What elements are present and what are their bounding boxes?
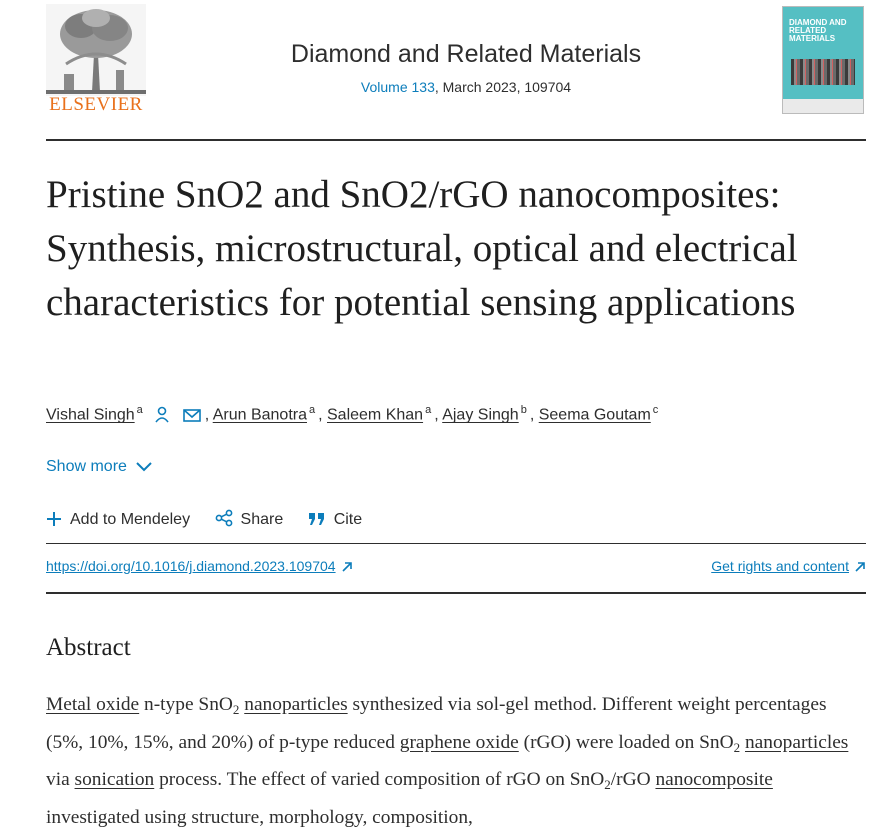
person-icon[interactable] [153,405,171,423]
doi-link[interactable] [46,558,353,574]
cover-image [791,59,855,85]
add-to-mendeley-label: Add to Mendeley [70,511,191,528]
journal-title[interactable]: Diamond and Related Materials [290,40,642,68]
share-button[interactable] [215,509,284,529]
author-link[interactable]: Seema Goutam [538,406,651,424]
external-link-icon [341,561,353,573]
topic-link[interactable]: graphene oxide [399,731,519,753]
email-icon[interactable] [182,407,202,423]
topic-link[interactable]: nanocomposite [655,769,773,790]
show-more-label: Show more [46,458,127,475]
abstract-run: synthesized via sol-gel method. Different weight percentages (5%, 10%, 15%, and 20%) of p-type reduced [46,694,827,753]
author-affiliation: c [652,404,659,416]
abstract-run: investigated using structure, morphology, composition, [46,806,473,828]
subscript: 2 [733,739,741,755]
volume-link[interactable]: Volume 133 [360,79,435,95]
author-list: Vishal Singh $^a$ , Arun Banotra $^a$ , Saleem Khan $^a$ , Ajay Singh $^b$ , Seema Goutam $^c$ [46,404,659,424]
journal-info [196,40,736,95]
author-affiliation: a [136,404,143,416]
abstract-run: n-type SnO [139,694,233,715]
cover-footer [783,99,863,113]
rights-text: Get rights and content [711,558,849,574]
author-link[interactable]: Arun Banotra [212,406,307,424]
abstract-run: via [46,769,75,790]
divider [46,592,866,594]
quote-icon [308,511,326,527]
add-to-mendeley-button[interactable] [46,511,190,529]
subscript: 2 [232,702,240,717]
author-link[interactable]: Vishal Singh [46,406,135,424]
cover-title: DIAMOND AND RELATED MATERIALS [789,18,847,43]
subscript: 2 [604,777,611,792]
external-link-icon [854,561,866,573]
topic-link[interactable]: nanoparticles [244,694,348,715]
divider [46,139,866,141]
journal-meta [196,79,736,95]
article-actions [46,509,382,529]
chevron-down-icon [135,461,153,473]
abstract-run: /rGO [610,769,656,790]
author-affiliation: a [308,404,316,416]
rights-link[interactable] [711,558,866,574]
author-affiliation: b [520,404,527,416]
author-link[interactable]: Saleem Khan [327,406,424,424]
article-title: Pristine SnO2 and SnO2/rGO nanocomposites: Synthesis, microstructural, optical and electrical characteristics for potential sensing applications [46,173,798,324]
author-link[interactable]: Ajay Singh [442,406,519,424]
abstract-text [46,689,864,834]
abstract-heading: Abstract [46,634,131,661]
author-affiliation: a [425,404,432,416]
topic-link[interactable]: nanoparticles [744,731,849,753]
journal-cover-thumbnail[interactable] [782,6,864,114]
topic-link[interactable]: sonication [74,769,155,790]
abstract-run: (rGO) were loaded on SnO [518,731,734,753]
share-icon [215,509,233,527]
journal-header [46,0,866,140]
elsevier-wordmark: ELSEVIER [49,94,143,115]
topic-link[interactable]: Metal oxide [46,694,140,715]
share-label: Share [240,511,284,528]
show-more-button[interactable] [46,458,153,476]
doi-text: https://doi.org/10.1016/j.diamond.2023.109704 [46,558,336,574]
abstract-run: process. The effect of varied composition of rGO on SnO [154,769,605,790]
cite-label: Cite [333,511,363,528]
plus-icon [46,511,62,527]
issue-details: , March 2023, 109704 [434,79,572,95]
divider [46,543,866,544]
cite-button[interactable] [308,511,362,529]
